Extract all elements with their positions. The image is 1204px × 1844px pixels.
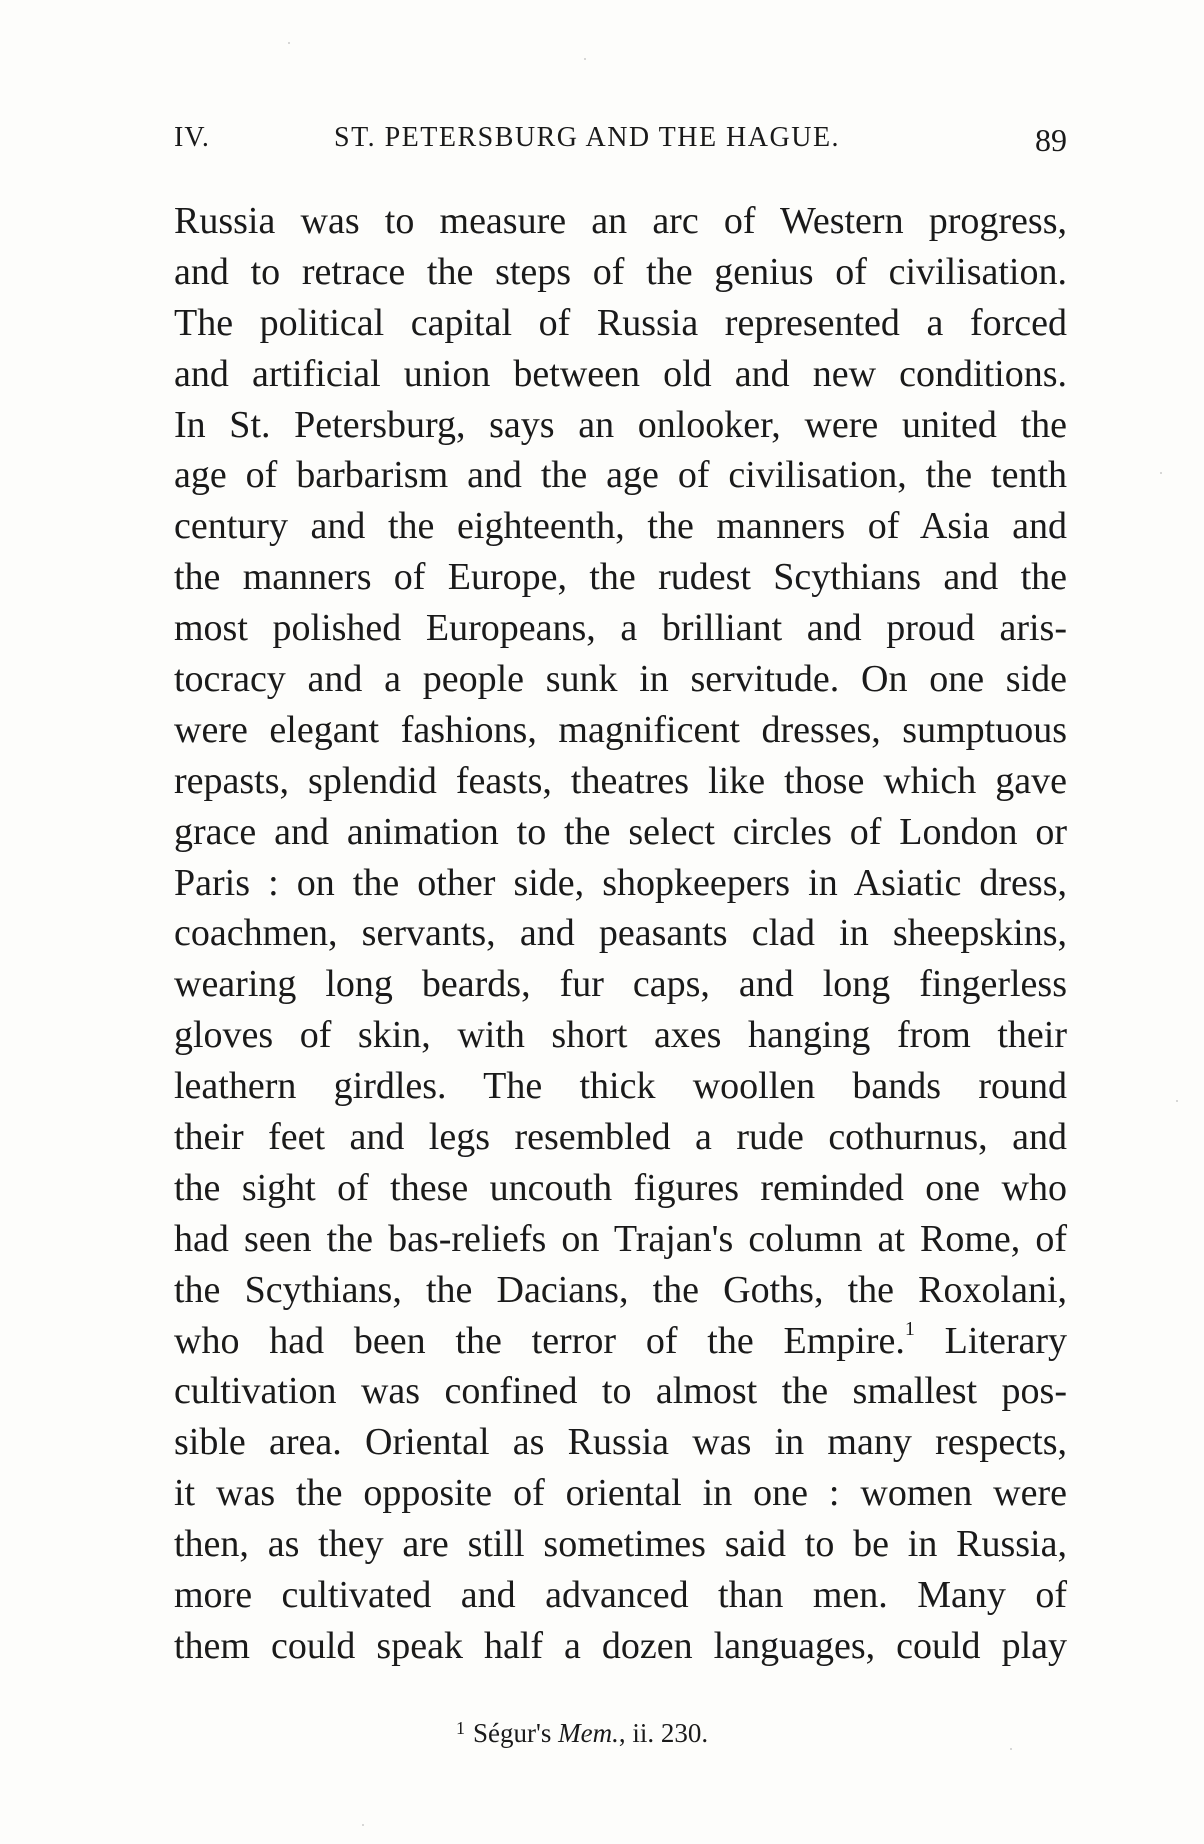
paper-speck	[362, 1824, 364, 1826]
footnote-reference-text: , ii. 230.	[618, 1718, 709, 1748]
line-text-tail: Literary	[914, 1319, 1067, 1362]
running-title: ST. PETERSBURG AND THE HAGUE.	[334, 122, 841, 153]
text-line: Russia was to measure an arc of Western progress,	[174, 200, 1067, 242]
text-line: their feet and legs resembled a rude cothurnus, and	[174, 1116, 1067, 1159]
text-line: leathern girdles. The thick woollen bands round	[174, 1065, 1067, 1108]
text-line: more cultivated and advanced than men. Many of	[174, 1574, 1067, 1617]
text-line: the Scythians, the Dacians, the Goths, the Roxolani,	[174, 1268, 1067, 1311]
text-line: repasts, splendid feasts, theatres like those which gave	[174, 759, 1067, 802]
text-line: were elegant fashions, magnificent dresses, sumptuous	[174, 708, 1067, 751]
text-line: In St. Petersburg, says an onlooker, were united the	[174, 403, 1067, 446]
chapter-number: IV.	[174, 122, 210, 153]
paper-speck	[1176, 1100, 1178, 1102]
text-line: age of barbarism and the age of civilisation, the tenth	[174, 454, 1067, 497]
text-line: The political capital of Russia represented a forced	[174, 301, 1067, 344]
text-line: gloves of skin, with short axes hanging from their	[174, 1014, 1067, 1057]
text-line: the sight of these uncouth figures reminded one who	[174, 1166, 1067, 1209]
footnote-marker: 1	[456, 1718, 465, 1738]
text-line: it was the opposite of oriental in one : women were	[174, 1472, 1067, 1515]
text-line: and to retrace the steps of the genius of civilisation.	[174, 250, 1067, 293]
text-line: them could speak half a dozen languages, could play	[174, 1624, 1067, 1667]
page-number: 89	[1035, 122, 1067, 158]
text-line: then, as they are still sometimes said to be in Russia,	[174, 1523, 1067, 1566]
paper-speck	[1010, 1748, 1012, 1750]
footnote-work: Mem.	[558, 1718, 619, 1748]
text-line-with-footnote-ref	[174, 1316, 1067, 1367]
footnote	[456, 1718, 708, 1749]
paper-speck	[1160, 472, 1162, 474]
text-line: had seen the bas-reliefs on Trajan's column at Rome, of	[174, 1217, 1067, 1260]
body-text	[174, 196, 1067, 1672]
paper-speck	[288, 42, 290, 44]
text-line: cultivation was confined to almost the smallest pos-	[174, 1370, 1067, 1413]
text-line: coachmen, servants, and peasants clad in sheepskins,	[174, 912, 1067, 955]
running-head	[174, 122, 1067, 162]
footnote-author: Ségur's	[473, 1718, 552, 1748]
line-text: who had been the terror of the Empire.	[174, 1319, 905, 1362]
text-line: century and the eighteenth, the manners of Asia and	[174, 505, 1067, 548]
text-line: tocracy and a people sunk in servitude. On one side	[174, 658, 1067, 701]
text-line: most polished Europeans, a brilliant and proud aris-	[174, 607, 1067, 650]
text-line: the manners of Europe, the rudest Scythians and the	[174, 556, 1067, 599]
text-line: wearing long beards, fur caps, and long fingerless	[174, 963, 1067, 1006]
text-line: Paris : on the other side, shopkeepers in Asiatic dress,	[174, 861, 1067, 904]
text-line: and artificial union between old and new conditions.	[174, 352, 1067, 395]
text-line: sible area. Oriental as Russia was in many respects,	[174, 1421, 1067, 1464]
text-line: grace and animation to the select circles of London or	[174, 810, 1067, 853]
paper-speck	[584, 58, 586, 60]
footnote-reference[interactable]: 1	[904, 1317, 915, 1340]
